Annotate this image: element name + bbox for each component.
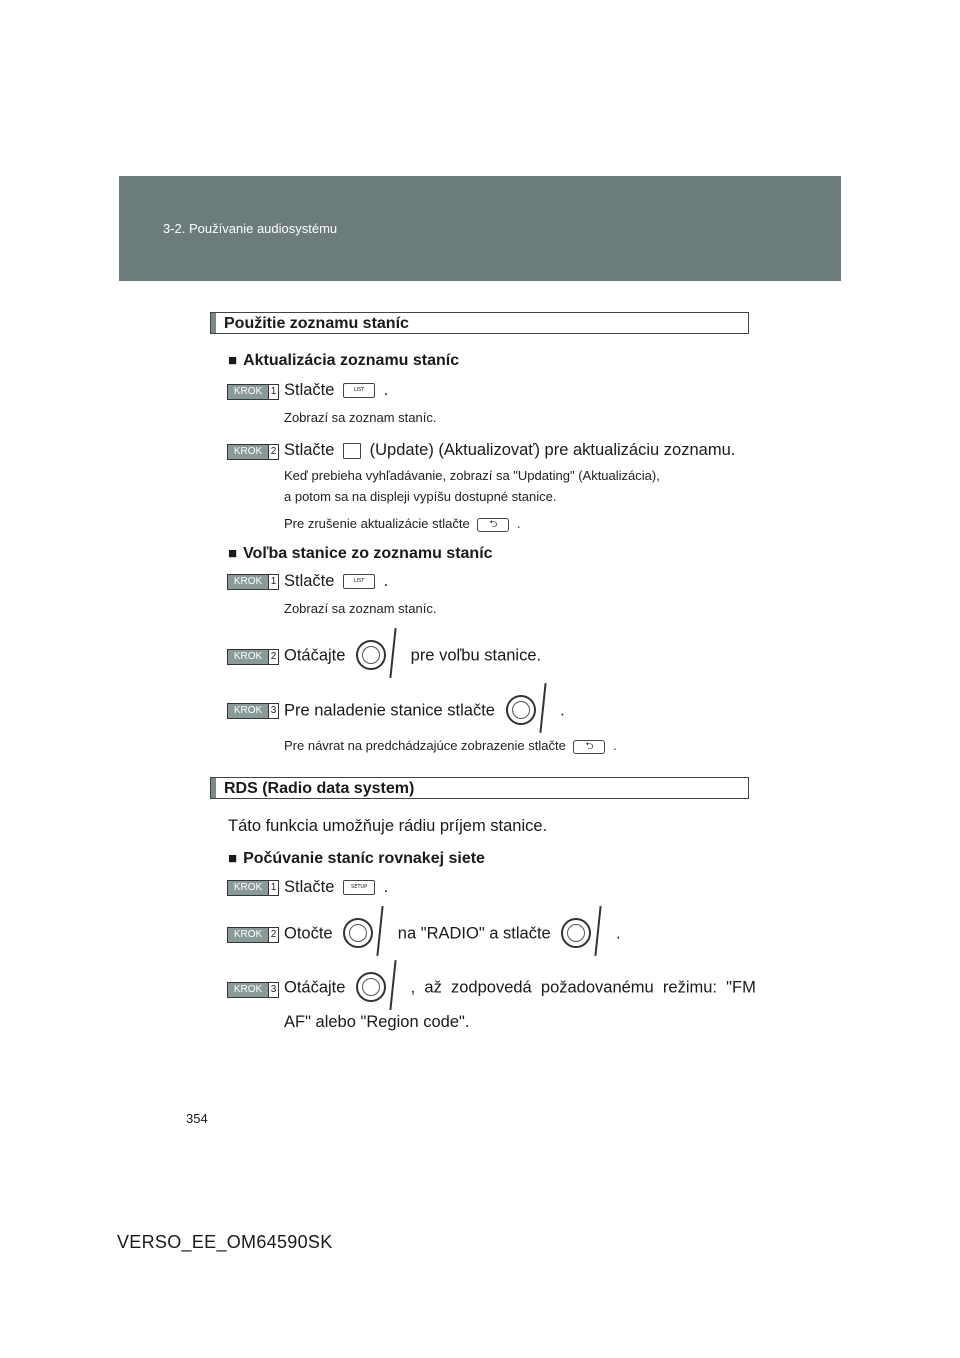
step-text <box>284 441 735 460</box>
step-number: 2 <box>268 928 278 942</box>
list-button-icon: LIST <box>343 383 375 398</box>
subheading-update <box>228 352 459 370</box>
tune-knob-icon <box>354 636 402 676</box>
step-text-b: na "RADIO" a stlačte <box>397 924 551 943</box>
step-text-c: . <box>615 924 621 943</box>
step-badge <box>227 649 279 665</box>
step-note: Keď prebieha vyhľadávanie, zobrazí sa "Updating" (Aktualizácia), <box>284 468 660 483</box>
tune-knob-icon <box>504 691 552 731</box>
step-label: KROK <box>228 445 268 459</box>
step-badge <box>227 574 279 590</box>
step-badge <box>227 982 279 998</box>
step-text-b: pre voľbu stanice. <box>410 646 542 665</box>
step-label: KROK <box>228 928 268 942</box>
note-text-a: Pre návrat na predchádzajúce zobrazenie stlačte <box>284 738 566 753</box>
setup-button-icon: SETUP <box>343 880 375 895</box>
step-text <box>284 914 621 954</box>
step-badge <box>227 444 279 460</box>
step-number: 1 <box>268 881 278 895</box>
step-label: KROK <box>228 385 268 399</box>
step-text-a: Stlačte <box>284 441 335 459</box>
back-button-icon: ⮌ <box>477 518 509 532</box>
step-text-a: Otočte <box>284 924 333 943</box>
section-title-text: Použitie zoznamu staníc <box>224 315 409 332</box>
note-text-b: . <box>516 516 521 531</box>
step-text-b: (Update) (Aktualizovať) pre aktualizáciu zoznamu. <box>369 441 736 459</box>
section-title-text: RDS (Radio data system) <box>224 780 415 797</box>
step-text-b: . <box>383 381 389 399</box>
step-note: a potom sa na displeji vypíšu dostupné stanice. <box>284 489 557 504</box>
step-text-a: Stlačte <box>284 878 335 896</box>
step-badge <box>227 927 279 943</box>
header-band <box>119 176 841 281</box>
step-text <box>284 636 541 676</box>
step-text-b: . <box>383 878 389 896</box>
step-label: KROK <box>228 983 268 997</box>
step-label: KROK <box>228 650 268 664</box>
step-text-a: Otáčajte <box>284 978 346 997</box>
tune-knob-icon <box>341 914 389 954</box>
step-text-a: Stlačte <box>284 572 335 590</box>
step-label: KROK <box>228 575 268 589</box>
subheading-select <box>228 545 493 563</box>
step-badge <box>227 384 279 400</box>
tune-knob-icon <box>354 968 402 1008</box>
step-text <box>284 968 756 1008</box>
step-text-continued: AF" alebo "Region code". <box>284 1013 470 1031</box>
section-breadcrumb: 3-2. Používanie audiosystému <box>163 221 338 236</box>
step-number: 1 <box>268 385 278 399</box>
subheading-text: Voľba stanice zo zoznamu staníc <box>243 545 493 562</box>
step-badge <box>227 703 279 719</box>
subheading-rds <box>228 850 485 868</box>
step-text <box>284 691 565 731</box>
step-text <box>284 878 388 897</box>
note-text-b: . <box>613 738 617 753</box>
step-text <box>284 381 388 400</box>
step-note <box>284 738 617 754</box>
step-text <box>284 572 388 591</box>
footer-code: VERSO_EE_OM64590SK <box>117 1232 333 1252</box>
list-button-icon: LIST <box>343 574 375 589</box>
page-number: 354 <box>186 1111 208 1126</box>
square-bullet-icon: ■ <box>228 850 238 867</box>
step-text-b: , až zodpovedá požadovanému režimu: "FM <box>410 978 756 997</box>
back-button-icon: ⮌ <box>573 740 605 754</box>
step-badge <box>227 880 279 896</box>
note-text-a: Pre zrušenie aktualizácie stlačte <box>284 516 470 531</box>
step-text-a: Stlačte <box>284 381 335 399</box>
section-title-rds <box>210 777 749 799</box>
subheading-text: Aktualizácia zoznamu staníc <box>243 352 460 369</box>
step-text-b: . <box>560 701 565 720</box>
tune-knob-icon <box>559 914 607 954</box>
step-number: 2 <box>268 650 278 664</box>
square-bullet-icon: ■ <box>228 545 238 562</box>
update-softkey-icon <box>343 443 361 459</box>
step-label: KROK <box>228 881 268 895</box>
step-note: Zobrazí sa zoznam staníc. <box>284 410 437 425</box>
rds-intro: Táto funkcia umožňuje rádiu príjem stanice. <box>228 817 548 835</box>
section-title-station-list <box>210 312 749 334</box>
square-bullet-icon: ■ <box>228 352 238 369</box>
step-note <box>284 516 521 532</box>
step-text-a: Otáčajte <box>284 646 346 665</box>
step-number: 3 <box>268 704 278 718</box>
step-note: Zobrazí sa zoznam staníc. <box>284 601 437 616</box>
step-number: 3 <box>268 983 278 997</box>
subheading-text: Počúvanie staníc rovnakej siete <box>243 850 485 867</box>
step-number: 1 <box>268 575 278 589</box>
step-label: KROK <box>228 704 268 718</box>
step-text-b: . <box>383 572 389 590</box>
step-number: 2 <box>268 445 278 459</box>
step-text-a: Pre naladenie stanice stlačte <box>284 701 495 720</box>
